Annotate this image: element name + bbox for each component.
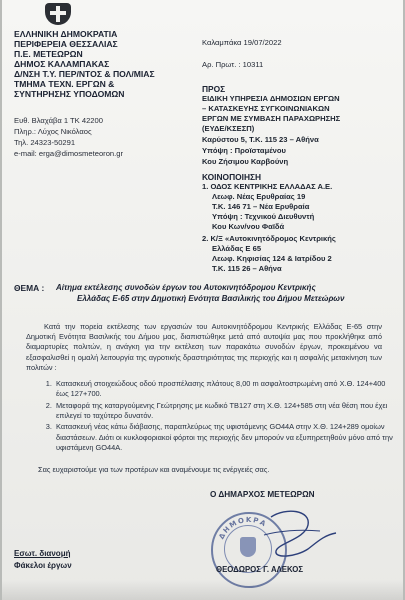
- protocol-number: Αρ. Πρωτ. : 10311: [202, 60, 264, 69]
- svg-text:ΔΗΜΟΚΡΑ: ΔΗΜΟΚΡΑ: [217, 515, 269, 541]
- photo-shadow: [2, 580, 403, 600]
- cc-line: 2. Κ/Ξ «Αυτοκινητόδρομος Κεντρικής: [202, 234, 336, 243]
- list-item: 3. Κατασκευή νέας κάτω διάβασης, παραπλεύρως της υφιστάμενης GO44A στην Χ.Θ. 124+289 ομοίων διαστάσεων. Διότι οι κυκλοφοριακοί φόρτοι της περιοχής δεν μπορούν να εξυπηρετηθούν μόνο από την υφιστάμενη GO44A.: [54, 422, 394, 453]
- cc-line: Ελλάδας Ε 65: [212, 244, 262, 253]
- header-line: ΤΜΗΜΑ ΤΕΧΝ. ΕΡΓΩΝ &: [14, 79, 115, 89]
- works-list: [42, 379, 394, 454]
- signatory-name: ΘΕΟΔΩΡΟΣ Γ. ΑΛΕΚΟΣ: [216, 565, 304, 574]
- handwritten-signature: [216, 505, 346, 565]
- recipient-line: ΕΙΔΙΚΗ ΥΠΗΡΕΣΙΑ ΔΗΜΟΣΙΩΝ ΕΡΓΩΝ: [202, 94, 340, 103]
- sender-contact: Πληρ.: Λύχος Νικόλαος: [14, 127, 92, 136]
- sender-address: Ευθ. Βλαχάβα 1 ΤΚ 42200: [14, 116, 103, 125]
- cc-line: Λεωφ. Κηφισίας 124 & Ιατρίδου 2: [212, 254, 332, 263]
- project-folders: Φάκελοι έργων: [14, 561, 72, 570]
- recipient-line: Υπόψη : Προϊσταμένου: [202, 146, 286, 155]
- recipient-line: ΕΡΓΩΝ ΜΕ ΣΥΜΒΑΣΗ ΠΑΡΑΧΩΡΗΣΗΣ: [202, 114, 341, 123]
- header-line: ΕΛΛΗΝΙΚΗ ΔΗΜΟΚΡΑΤΙΑ: [14, 29, 118, 39]
- cc-line: Υπόψη : Τεχνικού Διευθυντή: [212, 212, 315, 221]
- subject-line: Ελλάδας Ε-65 στην Δημοτική Ενότητα Βασιλικής του Δήμου Μετεώρων: [77, 294, 345, 303]
- header-line: Π.Ε. ΜΕΤΕΩΡΩΝ: [14, 49, 83, 59]
- list-item: 1. Κατασκευή στοιχειώδους οδού προσπέλασης πλάτους 8,00 m ασφαλτοστρωμένη από Χ.Θ. 124+400 έως 127+700.: [54, 379, 394, 399]
- cc-heading: ΚΟΙΝΟΠΟΙΗΣΗ: [202, 172, 262, 182]
- list-item: 2. Μεταφορά της καταργούμενης Γεώτρησης με κωδικό ΤΒ127 στη Χ.Θ. 124+585 στη νέα θέση που έχει επιλεγεί το ταχύτερο δυνατόν.: [54, 401, 394, 421]
- cc-line: Λεωφ. Νέας Ερυθραίας 19: [212, 192, 306, 201]
- signatory-title: Ο ΔΗΜΑΡΧΟΣ ΜΕΤΕΩΡΩΝ: [210, 490, 315, 499]
- subject-label: ΘΕΜΑ :: [14, 283, 45, 293]
- recipient-line: (ΕΥΔΕ/ΚΣΕΣΠ): [202, 124, 255, 133]
- internal-distribution: Εσωτ. διανομή: [14, 549, 71, 558]
- sender-phone: Τηλ. 24323-50291: [14, 138, 76, 147]
- closing-line: Σας ευχαριστούμε για των προτέρων και αναμένουμε τις ενέργειές σας.: [38, 465, 270, 474]
- recipient-line: Καρύστου 5, Τ.Κ. 115 23 – Αθήνα: [202, 135, 319, 144]
- intro-paragraph: Κατά την πορεία εκτέλεσης των εργασιών του Αυτοκινητόδρομου Κεντρικής Ελλάδας Ε-65 στην Δημοτική Ενότητα Βασιλικής του Δήμου μας, διαπιστώθηκε μετά από αυτοψία μας που προκλήθηκε από διαμαρτυρίες πολιτών, η ανάγκη για την εκτέλεση των παρακάτω συνοδών έργων, προκειμένου να εξασφαλισθεί η ομαλή λειτουργία της αγροτικής δραστηριότητας της περιοχής και η ασφαλής μετακίνηση των πολιτών :: [26, 322, 382, 372]
- subject-line: Αίτημα εκτέλεσης συνοδών έργων του Αυτοκινητόδρομου Κεντρικής: [56, 283, 316, 292]
- letter-page: [2, 0, 403, 600]
- cc-line: Τ.Κ. 146 71 – Νέα Ερυθραία: [212, 202, 310, 211]
- header-line: Δ/ΝΣΗ Τ.Υ. ΠΕΡ/ΝΤΟΣ & ΠΟΛ/ΜΙΑΣ: [14, 69, 155, 79]
- header-line: ΠΕΡΙΦΕΡΕΙΑ ΘΕΣΣΑΛΙΑΣ: [14, 39, 118, 49]
- cc-line: Τ.Κ. 115 26 – Αθήνα: [212, 264, 282, 273]
- header-line: ΔΗΜΟΣ ΚΑΛΑΜΠΑΚΑΣ: [14, 59, 110, 69]
- recipient-line: Κου Ζήσιμου Καρβούνη: [202, 157, 289, 166]
- sender-email[interactable]: e-mail: erga@dimosmeteoron.gr: [14, 149, 124, 158]
- greek-coat-of-arms-icon: [45, 3, 71, 25]
- cc-line: 1. ΟΔΟΣ ΚΕΝΤΡΙΚΗΣ ΕΛΛΑΔΑΣ Α.Ε.: [202, 182, 333, 191]
- recipient-line: – ΚΑΤΑΣΚΕΥΗΣ ΣΥΓΚΟΙΝΩΝΙΑΚΩΝ: [202, 104, 330, 113]
- cc-line: Κου Κων/νου Φαϊδά: [212, 222, 285, 231]
- document-date: Καλαμπάκα 19/07/2022: [202, 38, 282, 47]
- recipient-heading: ΠΡΟΣ: [202, 84, 226, 94]
- header-line: ΣΥΝΤΗΡΗΣΗΣ ΥΠΟΔΟΜΩΝ: [14, 89, 125, 99]
